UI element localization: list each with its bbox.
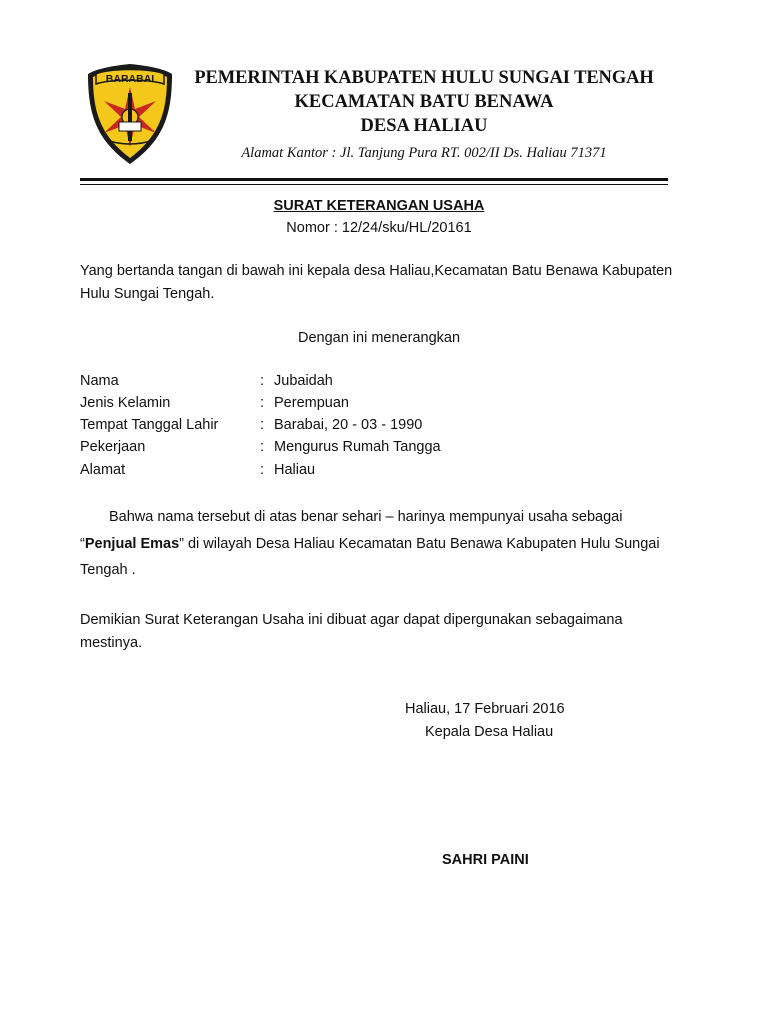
document-title: SURAT KETERANGAN USAHA — [273, 198, 485, 214]
document-number: Nomor : 12/24/sku/HL/20161 — [286, 220, 472, 236]
field-label: Tempat Tanggal Lahir — [80, 417, 219, 434]
field-row-name — [80, 370, 640, 392]
business-statement-paragraph — [80, 504, 680, 584]
signatory-name: SAHRI PAINI — [442, 852, 529, 868]
shield-emblem-icon — [86, 62, 174, 166]
field-label: Alamat — [80, 461, 126, 478]
field-row-gender — [80, 392, 640, 414]
field-label: Jenis Kelamin — [80, 395, 171, 412]
letterhead-address: Alamat Kantor : Jl. Tanjung Pura RT. 002/II Ds. Haliau 71371 — [241, 145, 607, 161]
field-colon: : — [260, 439, 265, 456]
field-value: Perempuan — [274, 395, 349, 412]
letterhead-government: PEMERINTAH KABUPATEN HULU SUNGAI TENGAH — [194, 68, 654, 88]
place-date: Haliau, 17 Februari 2016 — [405, 701, 565, 717]
field-label: Pekerjaan — [80, 439, 146, 456]
field-value: Barabai, 20 - 03 - 1990 — [274, 417, 423, 434]
closing-paragraph: Demikian Surat Keterangan Usaha ini dibuat agar dapat dipergunakan sebagaimana mestinya. — [80, 612, 623, 651]
field-colon: : — [260, 417, 265, 434]
field-value: Haliau — [274, 461, 316, 478]
letterhead — [185, 66, 663, 164]
field-row-occupation — [80, 437, 640, 459]
regency-emblem-logo — [86, 62, 174, 166]
letterhead-district: KECAMATAN BATU BENAWA — [294, 92, 554, 112]
identity-fields — [80, 370, 640, 481]
statement-text-after: ” di wilayah Desa Haliau Kecamatan Batu Benawa Kabupaten Hulu Sungai Tengah . — [80, 535, 660, 578]
field-value: Jubaidah — [274, 372, 333, 389]
intro-paragraph: Yang bertanda tangan di bawah ini kepala desa Haliau,Kecamatan Batu Benawa Kabupaten Hulu Sungai Tengah. — [80, 263, 673, 302]
field-label: Nama — [80, 372, 119, 389]
business-type: Penjual Emas — [84, 535, 180, 552]
letterhead-village: DESA HALIAU — [360, 116, 488, 136]
field-colon: : — [260, 372, 265, 389]
field-row-address — [80, 459, 640, 481]
letterhead-divider-thin — [80, 184, 668, 185]
field-colon: : — [260, 395, 265, 412]
field-colon: : — [260, 461, 265, 478]
signatory-title: Kepala Desa Haliau — [425, 724, 554, 740]
field-row-birth — [80, 414, 640, 436]
statement-text-before: Bahwa nama tersebut di atas benar sehari – harinya mempunyai usaha sebagai “ — [80, 509, 623, 552]
letterhead-divider-thick — [80, 178, 668, 181]
field-value: Mengurus Rumah Tangga — [274, 439, 441, 456]
declaration-line: Dengan ini menerangkan — [297, 330, 461, 346]
svg-text:BARABAI: BARABAI — [105, 73, 155, 85]
